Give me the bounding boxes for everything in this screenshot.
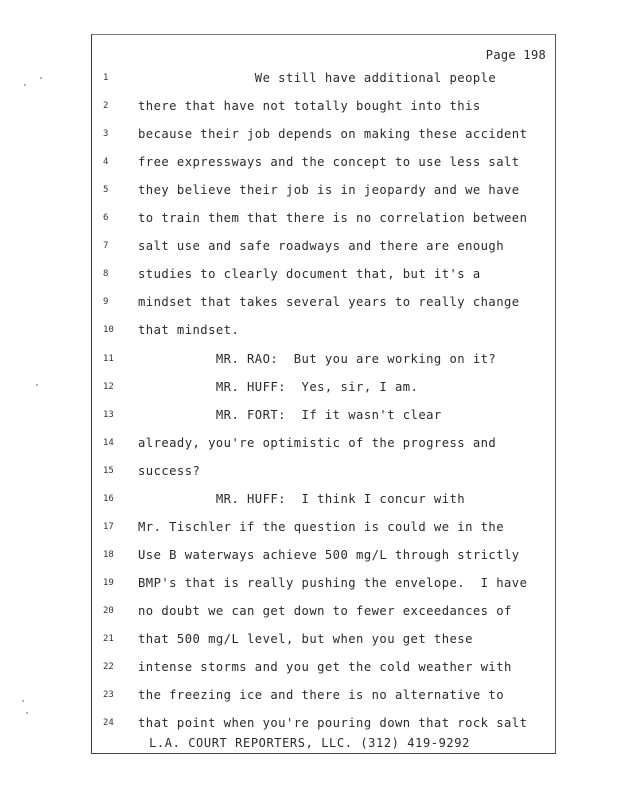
line-number: 20 [103, 605, 114, 616]
line-number: 5 [103, 185, 109, 196]
line-text: MR. HUFF: Yes, sir, I am. [138, 379, 419, 394]
transcript-line [91, 489, 556, 509]
line-text: Mr. Tischler if the question is could we in the [138, 519, 505, 534]
line-text: free expressways and the concept to use less salt [138, 155, 520, 170]
page-number: Page 198 [485, 48, 546, 62]
line-text: MR. FORT: If it wasn't clear [138, 407, 442, 422]
transcript-line [91, 349, 556, 369]
line-number: 14 [103, 437, 114, 448]
line-text: mindset that takes several years to really change [138, 295, 520, 310]
transcript-line [91, 292, 556, 312]
line-text: no doubt we can get down to fewer exceedances of [138, 603, 512, 618]
line-number: 23 [103, 690, 114, 701]
transcript-line [91, 180, 556, 200]
line-number: 12 [103, 381, 114, 392]
line-number: 24 [103, 718, 114, 729]
line-number: 13 [103, 409, 114, 420]
line-number: 19 [103, 577, 114, 588]
line-number: 9 [103, 297, 109, 308]
line-number: 2 [103, 101, 109, 112]
line-text: they believe their job is in jeopardy and we have [138, 183, 520, 198]
scan-speck [40, 77, 42, 79]
line-number: 22 [103, 662, 114, 673]
line-text: that 500 mg/L level, but when you get these [138, 632, 473, 646]
line-number: 10 [103, 325, 114, 336]
transcript-line [91, 96, 556, 116]
line-number: 16 [103, 493, 114, 504]
transcript-line [91, 264, 556, 284]
line-number: 8 [103, 269, 109, 280]
line-text: success? [138, 463, 201, 478]
line-text: already, you're optimistic of the progress and [138, 435, 497, 450]
line-text: salt use and safe roadways and there are enough [138, 239, 505, 254]
transcript-line [91, 152, 556, 172]
transcript-line [91, 320, 556, 340]
transcript-line [91, 573, 556, 593]
transcript-line [91, 68, 556, 88]
line-text: to train them that there is no correlation between [138, 211, 528, 226]
line-text: Use B waterways achieve 500 mg/L through strictly [138, 547, 520, 562]
transcript-line [91, 657, 556, 677]
line-text: studies to clearly document that, but it's a [138, 267, 481, 282]
line-number: 1 [103, 73, 109, 83]
line-text: MR. HUFF: I think I concur with [138, 491, 466, 506]
footer-reporter: L.A. COURT REPORTERS, LLC. (312) 419-9292 [149, 736, 470, 750]
line-number: 11 [103, 353, 114, 364]
transcript-line [91, 713, 556, 733]
transcript-line [91, 405, 556, 425]
line-number: 6 [103, 213, 109, 224]
line-text: We still have additional people [138, 71, 497, 85]
line-text: that mindset. [138, 323, 240, 338]
line-text: BMP's that is really pushing the envelope. I have [138, 575, 528, 590]
line-text: intense storms and you get the cold weather with [138, 660, 512, 675]
transcript-line [91, 545, 556, 565]
line-number: 15 [103, 465, 114, 476]
transcript-line [91, 208, 556, 228]
scan-speck [22, 700, 24, 702]
line-number: 4 [103, 157, 109, 168]
scan-speck [26, 712, 28, 714]
transcript-line [91, 377, 556, 397]
line-number: 17 [103, 521, 114, 532]
line-text: because their job depends on making these accident [138, 127, 528, 142]
transcript-line [91, 629, 556, 649]
transcript-line [91, 461, 556, 481]
line-number: 3 [103, 129, 109, 140]
line-text: there that have not totally bought into this [138, 99, 481, 114]
transcript-line [91, 124, 556, 144]
line-text: the freezing ice and there is no alternative to [138, 688, 505, 703]
scan-speck [36, 384, 38, 386]
scan-speck [24, 84, 26, 86]
line-number: 7 [103, 241, 109, 252]
line-number: 18 [103, 549, 114, 560]
line-number: 21 [103, 634, 114, 644]
transcript-line [91, 685, 556, 705]
transcript-line [91, 433, 556, 453]
line-text: MR. RAO: But you are working on it? [138, 351, 497, 366]
transcript-line [91, 601, 556, 621]
transcript-line [91, 517, 556, 537]
line-text: that point when you're pouring down that rock salt [138, 716, 528, 731]
transcript-line [91, 236, 556, 256]
